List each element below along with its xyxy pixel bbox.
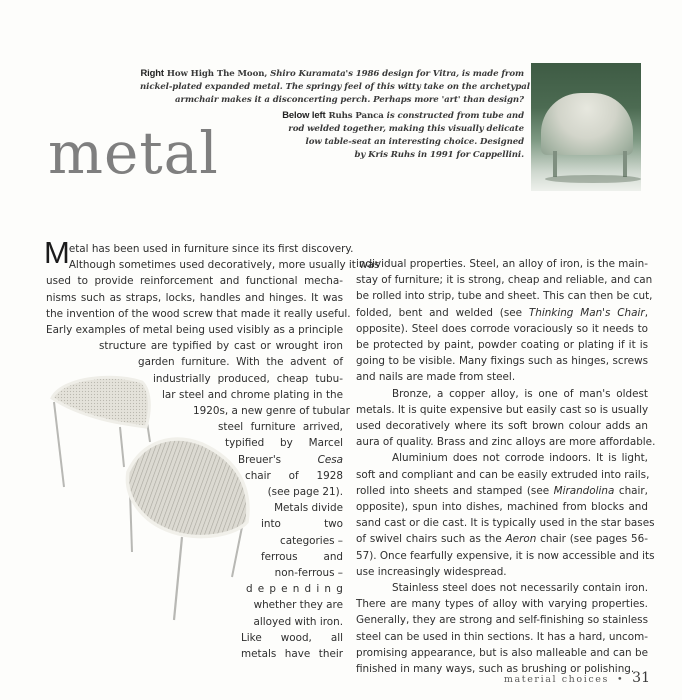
body-line: stay of furniture; it is strong, cheap and reliable, and can — [356, 274, 653, 287]
aeron-italic: Aeron — [505, 533, 537, 546]
body-line: Stainless steel does not necessarily contain iron. — [392, 582, 648, 595]
drop-cap: M — [44, 235, 69, 270]
body-line: and nails are made from steel. — [356, 371, 516, 384]
body-line: use increasingly widespread. — [356, 565, 507, 578]
body-line: be protected by paint, powder coating or plating if it is — [356, 339, 648, 352]
body-line: There are many types of alloy with varying properties. — [356, 598, 648, 611]
body-line: Although sometimes used decoratively, more usually it was — [68, 259, 380, 272]
body-line: folded, bent and welded (see Thinking Man's Chair, — [356, 306, 648, 319]
body-line: opposite). Steel does corrode voraciously so it needs to — [356, 322, 648, 335]
caption-line: rod welded together, making this visually delicate — [288, 123, 524, 134]
body-line: typified by Marcel — [225, 437, 343, 450]
body-line: of swivel chairs such as the Aeron chair (see pages 56- — [356, 533, 648, 546]
caption-line: by Kris Ruhs in 1991 for Cappellini. — [354, 150, 524, 161]
chair-shadow — [545, 175, 641, 183]
body-line: be rolled into strip, tube and sheet. This can then be cut, — [356, 290, 653, 303]
body-line: the invention of the wood screw that made it really useful. — [46, 307, 351, 320]
body-line: non-ferrous – — [274, 567, 343, 580]
mirandolina-italic: Mirandolina — [553, 484, 615, 497]
body-line: aura of quality. Brass and zinc alloys are more affordable. — [356, 436, 656, 449]
body-line: lar steel and chrome plating in the — [162, 388, 343, 401]
thinking-mans-chair-italic: Thinking Man's Chair — [528, 306, 645, 319]
page-footer — [500, 670, 650, 686]
footer-section-name: material choices — [503, 674, 609, 685]
caption-line: Right How High The Moon, Shiro Kuramata's 1986 design for Vitra, is made from — [140, 67, 524, 79]
how-high-the-moon-chair-photo — [531, 63, 641, 191]
body-line: Breuer's Cesa — [238, 453, 343, 466]
caption-line: Below left Ruhs Panca is constructed from tube and — [282, 108, 524, 121]
caption-line: armchair makes it a disconcerting perch. Perhaps more 'art' than design? — [175, 95, 524, 106]
body-line: going to be visible. Many fixings such as hinges, screws — [356, 355, 648, 368]
body-line: categories – — [280, 534, 343, 547]
body-column-1 — [44, 235, 380, 662]
footer-separator: • — [616, 674, 625, 685]
body-line: used to provide reinforcement and functional mecha- — [46, 275, 343, 288]
body-line: chair of 1928 — [245, 469, 343, 482]
chair-body-shape — [541, 93, 633, 155]
body-line: Like wood, all — [241, 631, 343, 644]
body-line: Generally, they are strong and self-finishing so stainless — [356, 614, 648, 627]
chair-leg — [623, 151, 627, 177]
body-line: Bronze, a copper alloy, is one of man's oldest — [392, 387, 648, 400]
body-line: alloyed with iron. — [253, 615, 343, 628]
body-line: into two — [261, 518, 343, 531]
body-line: finished in many ways, such as brushing or polishing. — [356, 663, 635, 676]
body-line: sand cast or die cast. It is typically used in the star bases — [356, 517, 655, 530]
body-line: structure are typified by cast or wrought iron — [99, 340, 343, 353]
body-line: Metal has been used in furniture since its first discovery. — [44, 235, 354, 270]
body-line: whether they are — [253, 599, 343, 612]
caption-line: nickel-plated expanded metal. The springy feel of this witty take on the archetypal — [140, 82, 530, 93]
body-column-2 — [356, 256, 656, 677]
body-line: (see page 21). — [267, 486, 343, 499]
body-line: Metals divide — [274, 502, 343, 515]
section-title: metal — [48, 119, 219, 187]
body-line: ferrous and — [261, 550, 343, 563]
body-line: metals have their — [241, 648, 343, 661]
body-line: garden furniture. With the advent of — [138, 356, 343, 369]
chair-leg — [553, 151, 557, 177]
body-line: individual properties. Steel, an alloy of iron, is the main- — [356, 258, 648, 270]
body-line: steel furniture arrived, — [218, 421, 343, 434]
body-line: 1920s, a new genre of tubular — [193, 405, 350, 418]
body-line: steel can be used in thin sections. It has a hard, uncom- — [356, 630, 648, 643]
body-line: opposite), spun into dishes, machined from blocks and — [356, 501, 648, 514]
page-number: 31 — [632, 670, 650, 686]
body-line: Aluminium does not corrode indoors. It is light, — [392, 452, 648, 465]
body-line: nisms such as straps, locks, handles and hinges. It was — [46, 291, 343, 304]
caption-label-below-left: Below left — [282, 108, 326, 120]
body-line: used decoratively where its soft brown colour adds an — [356, 420, 648, 433]
body-line: industrially produced, cheap tubu- — [153, 372, 343, 385]
body-line: Early examples of metal being used visibly as a principle — [46, 324, 343, 337]
caption-label-right: Right — [140, 67, 164, 78]
body-line: soft and compliant and can be easily extruded into rails, — [356, 468, 650, 481]
body-line: 57). Once fearfully expensive, it is now accessible and its — [356, 549, 655, 562]
body-line: metals. It is quite expensive but easily cast so is usually — [356, 403, 649, 416]
cesa-italic: Cesa — [317, 453, 343, 466]
caption-line: low table-seat an interesting choice. Designed — [305, 137, 524, 148]
body-line: rolled into sheets and stamped (see Mirandolina chair, — [356, 484, 648, 497]
body-line: promising appearance, but is also malleable and can be — [356, 646, 648, 659]
body-line: depending — [245, 583, 348, 596]
